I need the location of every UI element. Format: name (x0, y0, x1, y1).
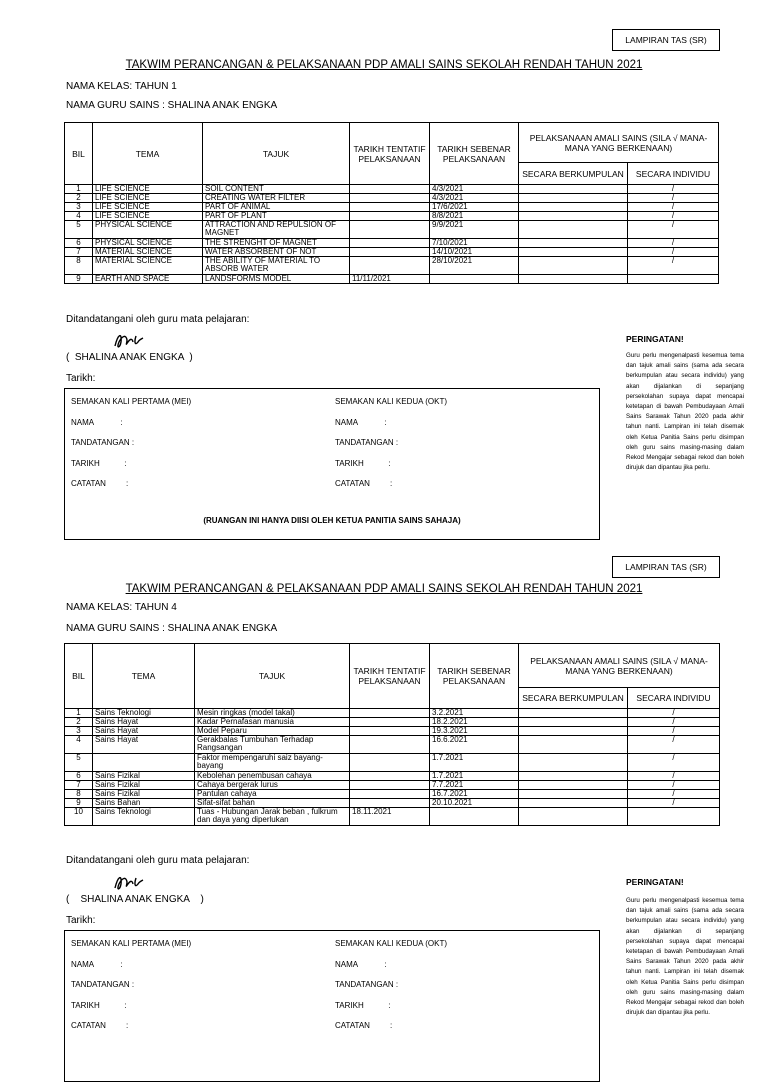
signature-mark (112, 330, 148, 352)
cell-tarikh-tentatif (350, 781, 430, 790)
semakan-tandatangan: TANDATANGAN : (335, 438, 399, 447)
semakan-tarikh: TARIKH : (71, 459, 127, 468)
cell-individu: / (628, 772, 720, 781)
cell-individu: / (628, 212, 719, 221)
cell-berkumpulan (519, 727, 628, 736)
cell-tajuk: SOIL CONTENT (203, 185, 350, 194)
nama-kelas: NAMA KELAS: TAHUN 4 (66, 602, 177, 613)
cell-berkumpulan (519, 248, 628, 257)
table-row (65, 808, 720, 826)
cell-berkumpulan (519, 781, 628, 790)
semakan-kedua-title: SEMAKAN KALI KEDUA (OKT) (335, 939, 448, 948)
takwim-table (64, 122, 719, 284)
cell-tema: LIFE SCIENCE (93, 212, 203, 221)
cell-tarikh-sebenar: 14/10/2021 (430, 248, 519, 257)
cell-tajuk: LANDSFORMS MODEL (203, 275, 350, 284)
cell-tajuk: THE ABILITY OF MATERIAL TO ABSORB WATER (203, 257, 350, 275)
cell-individu: / (628, 790, 720, 799)
cell-bil: 5 (65, 221, 93, 239)
cell-tema: Sains Fizikal (93, 781, 195, 790)
cell-individu: / (628, 754, 720, 772)
cell-bil: 6 (65, 772, 93, 781)
header-individu: SECARA INDIVIDU (628, 163, 719, 185)
cell-tajuk: Faktor mempengaruhi saiz bayang-bayang (195, 754, 350, 772)
header-bil: BIL (65, 123, 93, 185)
cell-individu (628, 275, 719, 284)
cell-tajuk: Kebolehan penembusan cahaya (195, 772, 350, 781)
table-row (65, 709, 720, 718)
cell-tema: Sains Teknologi (93, 709, 195, 718)
cell-individu: / (628, 185, 719, 194)
semakan-note: (RUANGAN INI HANYA DIISI OLEH KETUA PANITIA SAINS SAHAJA) (203, 516, 461, 525)
cell-tema: LIFE SCIENCE (93, 194, 203, 203)
semakan-tandatangan: TANDATANGAN : (71, 438, 135, 447)
header-tajuk: TAJUK (195, 644, 350, 709)
semakan-pertama-title: SEMAKAN KALI PERTAMA (MEI) (71, 939, 192, 948)
cell-tarikh-tentatif (350, 203, 430, 212)
header-berkumpulan: SECARA BERKUMPULAN (519, 163, 628, 185)
ditandatangani-label: Ditandatangani oleh guru mata pelajaran: (66, 855, 250, 866)
cell-tarikh-tentatif (350, 257, 430, 275)
cell-bil: 4 (65, 736, 93, 754)
cell-bil: 7 (65, 248, 93, 257)
cell-tarikh-sebenar (430, 275, 519, 284)
semakan-tandatangan: TANDATANGAN : (71, 980, 135, 989)
cell-bil: 8 (65, 790, 93, 799)
cell-tema: EARTH AND SPACE (93, 275, 203, 284)
header-bil: BIL (65, 644, 93, 709)
table-row (65, 790, 720, 799)
cell-bil: 3 (65, 727, 93, 736)
semakan-kedua-title: SEMAKAN KALI KEDUA (OKT) (335, 397, 448, 406)
table-row (65, 185, 719, 194)
cell-berkumpulan (519, 754, 628, 772)
peringatan-text: Guru perlu mengenalpasti kesemua tema dan tajuk amali sains (sama ada secara berkumpulan atau secara individu) yang akan dijalankan di sepanjang persekolahan supaya dapat mencapai ketetapan di bawah Pembudayaan Amali Sains Sarawak Tahun 2020 pada akhir tahun nanti. Lampiran ini telah disemak oleh Ketua Panitia Sains perlu disimpan oleh guru sains masing-masing dalam Rekod Mengajar sebagai rekod dan boleh dirujuk dan dipantau jika perlu. (626, 897, 744, 1017)
semakan-tarikh: TARIKH : (71, 1001, 127, 1010)
table-row (65, 257, 719, 275)
table-row (65, 221, 719, 239)
cell-tajuk: Mesin ringkas (model takal) (195, 709, 350, 718)
cell-tema: Sains Hayat (93, 718, 195, 727)
cell-tema: Sains Hayat (93, 736, 195, 754)
cell-tarikh-tentatif (350, 718, 430, 727)
cell-tema: Sains Fizikal (93, 772, 195, 781)
cell-tarikh-tentatif (350, 736, 430, 754)
cell-individu: / (628, 194, 719, 203)
header-tarikh-tentatif: TARIKH TENTATIF PELAKSANAAN (350, 644, 430, 709)
cell-tarikh-tentatif: 18.11.2021 (350, 808, 430, 826)
table-row (65, 248, 719, 257)
cell-tarikh-tentatif (350, 212, 430, 221)
cell-tajuk: Gerakbalas Tumbuhan Terhadap Rangsangan (195, 736, 350, 754)
cell-tajuk: Cahaya bergerak lurus (195, 781, 350, 790)
cell-bil: 7 (65, 781, 93, 790)
cell-bil: 1 (65, 709, 93, 718)
table-row (65, 239, 719, 248)
cell-tajuk: CREATING WATER FILTER (203, 194, 350, 203)
semakan-pertama-title: SEMAKAN KALI PERTAMA (MEI) (71, 397, 192, 406)
cell-bil: 1 (65, 185, 93, 194)
peringatan-title: PERINGATAN! (626, 334, 684, 344)
signature-name: ( SHALINA ANAK ENGKA ) (66, 352, 193, 363)
cell-tajuk: ATTRACTION AND REPULSION OF MAGNET (203, 221, 350, 239)
page-title: TAKWIM PERANCANGAN & PELAKSANAAN PDP AMALI SAINS SEKOLAH RENDAH TAHUN 2021 (125, 583, 643, 595)
cell-bil: 6 (65, 239, 93, 248)
cell-berkumpulan (519, 799, 628, 808)
cell-tarikh-tentatif (350, 727, 430, 736)
lampiran-box: LAMPIRAN TAS (SR) (612, 29, 720, 51)
nama-guru: NAMA GURU SAINS : SHALINA ANAK ENGKA (66, 100, 278, 111)
cell-individu: / (628, 736, 720, 754)
cell-tajuk: Model Peparu (195, 727, 350, 736)
nama-kelas: NAMA KELAS: TAHUN 1 (66, 81, 177, 92)
cell-tarikh-sebenar: 16.7.2021 (430, 790, 519, 799)
page-title: TAKWIM PERANCANGAN & PELAKSANAAN PDP AMALI SAINS SEKOLAH RENDAH TAHUN 2021 (125, 59, 643, 71)
ditandatangani-label: Ditandatangani oleh guru mata pelajaran: (66, 314, 250, 325)
cell-tema: LIFE SCIENCE (93, 185, 203, 194)
cell-tema: Sains Bahan (93, 799, 195, 808)
cell-bil: 9 (65, 799, 93, 808)
cell-tema: PHYSICAL SCIENCE (93, 239, 203, 248)
cell-individu: / (628, 257, 719, 275)
cell-tarikh-tentatif (350, 185, 430, 194)
cell-tajuk: PART OF ANIMAL (203, 203, 350, 212)
table-row (65, 754, 720, 772)
cell-tajuk: WATER ABSORBENT OF NOT (203, 248, 350, 257)
semakan-catatan: CATATAN : (335, 479, 393, 488)
cell-tarikh-tentatif (350, 239, 430, 248)
cell-bil: 10 (65, 808, 93, 826)
cell-berkumpulan (519, 194, 628, 203)
cell-berkumpulan (519, 718, 628, 727)
cell-tajuk: Sifat-sifat bahan (195, 799, 350, 808)
cell-tarikh-sebenar: 28/10/2021 (430, 257, 519, 275)
table-row (65, 194, 719, 203)
cell-individu: / (628, 718, 720, 727)
cell-individu: / (628, 203, 719, 212)
cell-tema: PHYSICAL SCIENCE (93, 221, 203, 239)
semakan-catatan: CATATAN : (335, 1021, 393, 1030)
semakan-nama: NAMA : (71, 418, 123, 427)
cell-bil: 2 (65, 718, 93, 727)
cell-bil: 2 (65, 194, 93, 203)
cell-berkumpulan (519, 772, 628, 781)
table-row (65, 772, 720, 781)
header-tarikh-tentatif: TARIKH TENTATIF PELAKSANAAN (350, 123, 430, 185)
header-tema: TEMA (93, 644, 195, 709)
cell-individu: / (628, 727, 720, 736)
cell-individu: / (628, 221, 719, 239)
cell-berkumpulan (519, 212, 628, 221)
cell-tajuk: THE STRENGHT OF MAGNET (203, 239, 350, 248)
nama-guru: NAMA GURU SAINS : SHALINA ANAK ENGKA (66, 623, 278, 634)
cell-tema: Sains Teknologi (93, 808, 195, 826)
cell-tarikh-sebenar: 18.2.2021 (430, 718, 519, 727)
cell-tema: Sains Hayat (93, 727, 195, 736)
semakan-nama: NAMA : (71, 960, 123, 969)
header-pelaksanaan: PELAKSANAAN AMALI SAINS (SILA √ MANA-MANA YANG BERKENAAN) (519, 123, 719, 163)
lampiran-box: LAMPIRAN TAS (SR) (612, 556, 720, 578)
cell-tajuk: Pantulan cahaya (195, 790, 350, 799)
cell-tarikh-tentatif (350, 799, 430, 808)
cell-berkumpulan (519, 257, 628, 275)
table-row (65, 781, 720, 790)
semakan-box (64, 388, 600, 540)
takwim-table (64, 643, 720, 826)
cell-tema: MATERIAL SCIENCE (93, 257, 203, 275)
cell-individu (628, 808, 720, 826)
cell-berkumpulan (519, 709, 628, 718)
peringatan-title: PERINGATAN! (626, 877, 684, 887)
cell-tarikh-sebenar: 4/3/2021 (430, 185, 519, 194)
header-tarikh-sebenar: TARIKH SEBENAR PELAKSANAAN (430, 123, 519, 185)
cell-individu: / (628, 248, 719, 257)
cell-tarikh-sebenar: 8/8/2021 (430, 212, 519, 221)
cell-tarikh-sebenar: 9/9/2021 (430, 221, 519, 239)
cell-tema: MATERIAL SCIENCE (93, 248, 203, 257)
cell-tarikh-tentatif (350, 221, 430, 239)
cell-tarikh-sebenar: 20.10.2021 (430, 799, 519, 808)
header-individu: SECARA INDIVIDU (628, 688, 720, 709)
cell-tarikh-sebenar: 7.7.2021 (430, 781, 519, 790)
cell-tema (93, 754, 195, 772)
peringatan-text: Guru perlu mengenalpasti kesemua tema dan tajuk amali sains (sama ada secara berkumpulan atau secara individu) yang akan dijalankan di sepanjang persekolahan supaya dapat mencapai ketetapan di bawah Pembudayaan Amali Sains Sarawak Tahun 2020 pada akhir tahun nanti. Lampiran ini telah disemak oleh Ketua Panitia Sains perlu disimpan oleh guru sains masing-masing dalam Rekod Mengajar sebagai rekod dan boleh dirujuk dan dipantau jika perlu. (626, 352, 744, 472)
cell-individu: / (628, 709, 720, 718)
cell-individu: / (628, 239, 719, 248)
header-berkumpulan: SECARA BERKUMPULAN (519, 688, 628, 709)
cell-individu: / (628, 799, 720, 808)
semakan-tarikh: TARIKH : (335, 1001, 391, 1010)
cell-tarikh-sebenar: 19.3.2021 (430, 727, 519, 736)
semakan-nama: NAMA : (335, 960, 387, 969)
table-row (65, 727, 720, 736)
cell-berkumpulan (519, 221, 628, 239)
cell-tajuk: Tuas - Hubungan Jarak beban , fulkrum dan daya yang diperlukan (195, 808, 350, 826)
table-row (65, 275, 719, 284)
cell-berkumpulan (519, 790, 628, 799)
tarikh-label: Tarikh: (66, 915, 96, 926)
table-row (65, 799, 720, 808)
cell-tarikh-tentatif (350, 754, 430, 772)
cell-berkumpulan (519, 203, 628, 212)
header-pelaksanaan: PELAKSANAAN AMALI SAINS (SILA √ MANA-MANA YANG BERKENAAN) (519, 644, 720, 688)
cell-tema: Sains Fizikal (93, 790, 195, 799)
cell-individu: / (628, 781, 720, 790)
semakan-nama: NAMA : (335, 418, 387, 427)
cell-tarikh-sebenar: 4/3/2021 (430, 194, 519, 203)
semakan-catatan: CATATAN : (71, 479, 129, 488)
cell-tarikh-sebenar: 1.7.2021 (430, 754, 519, 772)
cell-berkumpulan (519, 239, 628, 248)
cell-tarikh-sebenar (430, 808, 519, 826)
semakan-tarikh: TARIKH : (335, 459, 391, 468)
cell-tarikh-tentatif: 11/11/2021 (350, 275, 430, 284)
cell-tarikh-sebenar: 3.2.2021 (430, 709, 519, 718)
tarikh-label: Tarikh: (66, 373, 96, 384)
semakan-tandatangan: TANDATANGAN : (335, 980, 399, 989)
cell-tarikh-sebenar: 16.6.2021 (430, 736, 519, 754)
cell-tajuk: Kadar Pernafasan manusia (195, 718, 350, 727)
cell-bil: 9 (65, 275, 93, 284)
cell-tajuk: PART OF PLANT (203, 212, 350, 221)
cell-tarikh-tentatif (350, 790, 430, 799)
signature-name: ( SHALINA ANAK ENGKA ) (66, 894, 204, 905)
cell-tarikh-tentatif (350, 772, 430, 781)
header-tajuk: TAJUK (203, 123, 350, 185)
table-row (65, 203, 719, 212)
cell-tarikh-sebenar: 1.7.2021 (430, 772, 519, 781)
cell-berkumpulan (519, 736, 628, 754)
cell-berkumpulan (519, 275, 628, 284)
cell-bil: 4 (65, 212, 93, 221)
cell-bil: 3 (65, 203, 93, 212)
cell-tema: LIFE SCIENCE (93, 203, 203, 212)
table-row (65, 718, 720, 727)
semakan-catatan: CATATAN : (71, 1021, 129, 1030)
semakan-box (64, 930, 600, 1082)
cell-tarikh-tentatif (350, 248, 430, 257)
table-row (65, 736, 720, 754)
header-tarikh-sebenar: TARIKH SEBENAR PELAKSANAAN (430, 644, 519, 709)
cell-tarikh-sebenar: 17/6/2021 (430, 203, 519, 212)
cell-bil: 5 (65, 754, 93, 772)
header-tema: TEMA (93, 123, 203, 185)
cell-tarikh-sebenar: 7/10/2021 (430, 239, 519, 248)
cell-berkumpulan (519, 185, 628, 194)
cell-berkumpulan (519, 808, 628, 826)
signature-mark (112, 872, 148, 894)
cell-bil: 8 (65, 257, 93, 275)
table-row (65, 212, 719, 221)
cell-tarikh-tentatif (350, 709, 430, 718)
cell-tarikh-tentatif (350, 194, 430, 203)
